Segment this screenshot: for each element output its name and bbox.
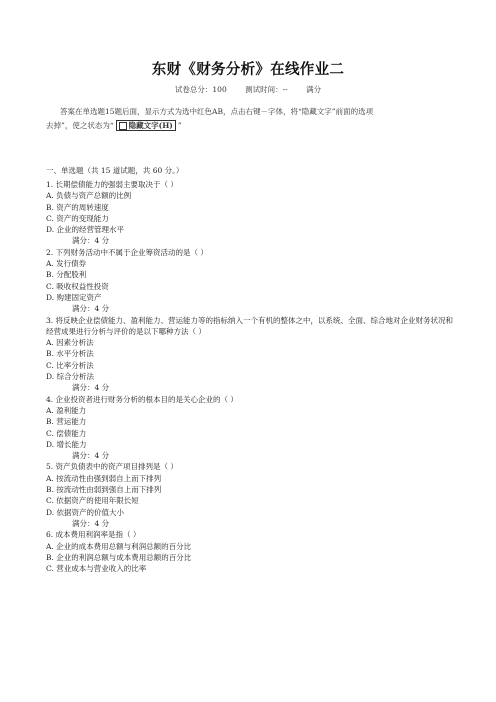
- option: D. 购建固定资产: [46, 292, 102, 302]
- option: A. 企业的成本费用总额与利润总额的百分比: [46, 541, 192, 551]
- option: B. 企业的利润总额与成本费用总额的百分比: [46, 552, 192, 562]
- option: C. 吸收权益性投资: [46, 281, 109, 291]
- option: D. 企业的经营管理水平: [46, 225, 125, 235]
- question-text: 5. 资产负债表中的资产项目排列是（ ）: [46, 462, 178, 472]
- checkbox-icon: [119, 122, 127, 130]
- question-text: 6. 成本费用利润率是指（ ）: [46, 530, 141, 540]
- option: A. 因素分析法: [46, 338, 94, 348]
- option: D. 依据资产的价值大小: [46, 507, 125, 517]
- option: A. 按流动性由强到弱自上而下排列: [46, 473, 162, 483]
- document-title: 东财《财务分析》在线作业二: [151, 61, 345, 78]
- question-score: 满分：4 分: [72, 383, 110, 393]
- hidden-text-checkbox: 隐藏文字(H): [116, 120, 176, 131]
- option: C. 资产的变现能力: [46, 213, 109, 223]
- option: C. 营业成本与营业收入的比率: [46, 564, 147, 574]
- option: D. 增长能力: [46, 439, 87, 449]
- test-time: 测试时间：--: [245, 85, 288, 94]
- full-score: 满分: [306, 85, 322, 94]
- option: B. 按流动性由弱到强自上而下排列: [46, 485, 162, 495]
- question-score: 满分：4 分: [72, 304, 110, 314]
- question-list: [46, 179, 458, 574]
- option: B. 资产的周转速度: [46, 202, 109, 212]
- option: A. 盈利能力: [46, 405, 87, 415]
- option: D. 综合分析法: [46, 372, 95, 382]
- option: B. 营运能力: [46, 417, 87, 427]
- instruction-note: [46, 105, 456, 133]
- question-score: 满分：4 分: [72, 451, 110, 461]
- question-text: 2. 下列财务活动中不属于企业筹资活动的是（ ）: [46, 247, 208, 257]
- exam-meta: [0, 84, 496, 95]
- option: B. 水平分析法: [46, 349, 94, 359]
- question-text: 1. 长期偿债能力的强弱主要取决于（ ）: [46, 180, 178, 189]
- note-line-1: 答案在单选题15题后面，显示方式为选中红色AB，点击右键－字体，将“隐藏文字”前面的选项: [60, 107, 374, 116]
- option: C. 偿债能力: [46, 428, 87, 438]
- total-score: 试卷总分：100: [174, 85, 227, 94]
- option: C. 依据资产的使用年限长短: [46, 496, 139, 506]
- question-text: 4. 企业投资者进行财务分析的根本目的是关心企业的（ ）: [46, 394, 238, 404]
- question-score: 满分：4 分: [72, 236, 110, 246]
- option: A. 负债与资产总额的比例: [46, 191, 132, 201]
- section-heading: 一、单选题（共 15 道试题，共 60 分。）: [46, 166, 184, 175]
- option: B. 分配股利: [46, 270, 87, 280]
- option: C. 比率分析法: [46, 360, 94, 370]
- question-text: 3. 将反映企业偿债能力、盈利能力、营运能力等的指标纳入一个有机的整体之中，以系统、全面、综合地对企业财务状况和经营成果进行分析与评价的是以下哪种方法（ ）: [46, 315, 454, 336]
- option: A. 发行债券: [46, 259, 87, 269]
- note-line-2: 去掉”，使之状态为“ 隐藏文字(H) ”: [46, 121, 182, 130]
- question-score: 满分：4 分: [72, 518, 110, 528]
